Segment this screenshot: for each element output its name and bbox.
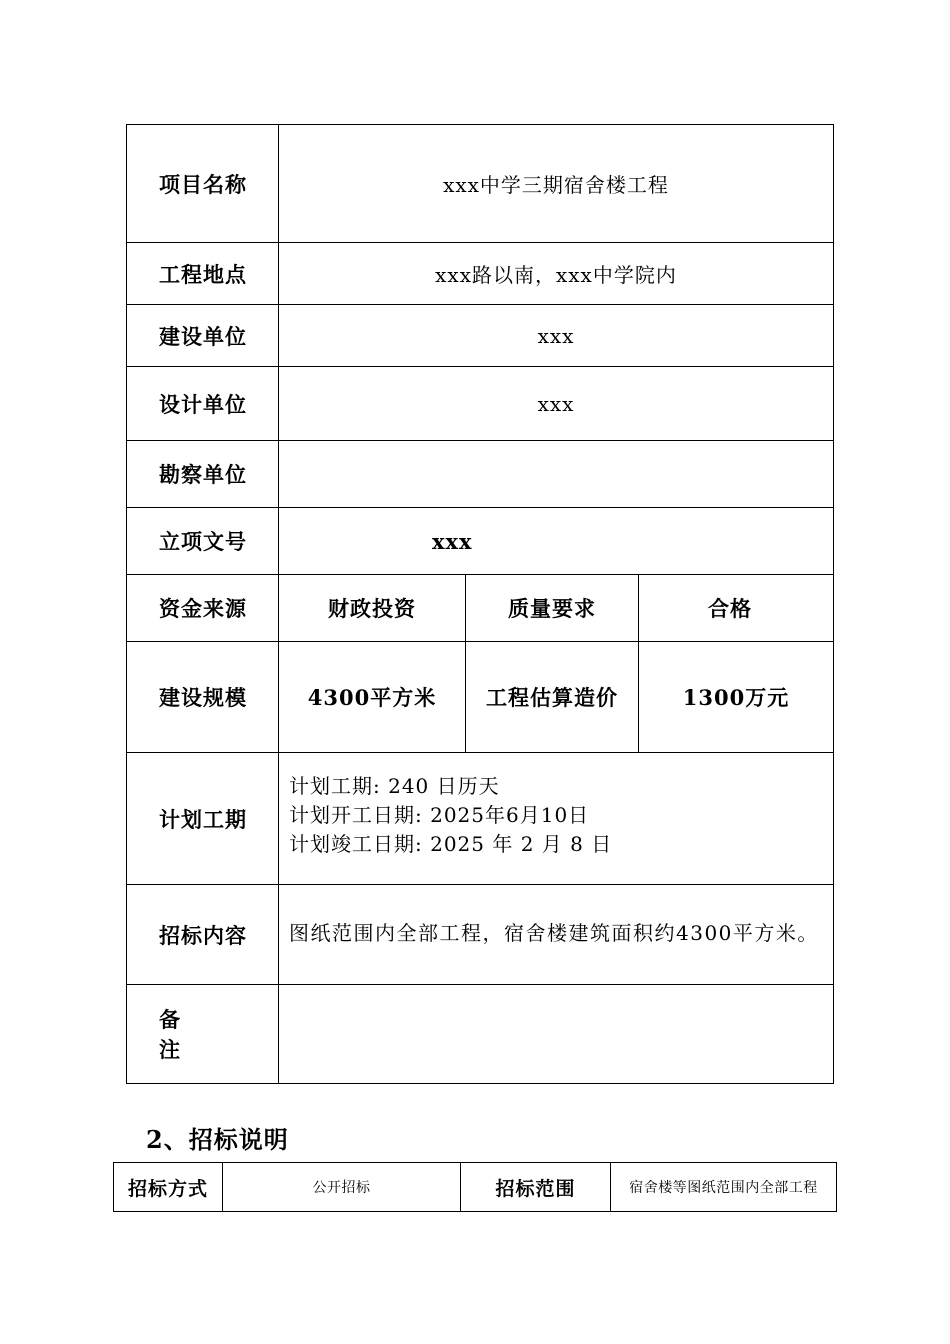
schedule-line-duration: 计划工期: 240 日历天 bbox=[289, 774, 500, 798]
row-label-tender-content: 招标内容 bbox=[159, 922, 247, 948]
row-label-designer: 设计单位 bbox=[159, 391, 247, 417]
tender-scope-value: 宿舍楼等图纸范围内全部工程 bbox=[629, 1180, 818, 1196]
quality-label: 质量要求 bbox=[508, 596, 596, 621]
tender-scope-label: 招标范围 bbox=[495, 1177, 576, 1200]
cost-label: 工程估算造价 bbox=[486, 685, 618, 710]
location-value: xxx路以南，xxx中学院内 bbox=[435, 263, 677, 287]
row-label-location: 工程地点 bbox=[159, 261, 247, 287]
scale-value: 4300平方米 bbox=[307, 685, 437, 710]
row-label-owner: 建设单位 bbox=[159, 323, 247, 349]
quality-value: 合格 bbox=[708, 596, 752, 621]
project-name-value: xxx中学三期宿舍楼工程 bbox=[443, 173, 669, 197]
row-label-scale: 建设规模 bbox=[159, 685, 247, 710]
row-label-remarks: 备注 bbox=[159, 1007, 226, 1062]
schedule-line-start: 计划开工日期: 2025年6月10日 bbox=[289, 803, 590, 827]
funding-value: 财政投资 bbox=[328, 596, 416, 621]
tender-method-label: 招标方式 bbox=[127, 1177, 208, 1200]
section-heading: 2、招标说明 bbox=[146, 1125, 289, 1154]
tender-method-value: 公开招标 bbox=[312, 1180, 371, 1196]
cost-value: 1300万元 bbox=[682, 685, 790, 710]
remarks-value bbox=[279, 985, 833, 1083]
row-label-funding: 资金来源 bbox=[159, 596, 247, 621]
row-label-project-name: 项目名称 bbox=[159, 171, 247, 197]
approval-no-value: xxx bbox=[432, 528, 473, 554]
tender-content-value: 图纸范围内全部工程，宿舍楼建筑面积约4300平方米。 bbox=[289, 920, 819, 945]
schedule-lines bbox=[289, 753, 829, 884]
designer-value: xxx bbox=[537, 391, 575, 416]
row-label-schedule: 计划工期 bbox=[159, 806, 247, 832]
schedule-line-end: 计划竣工日期: 2025 年 2 月 8 日 bbox=[289, 832, 613, 856]
owner-value: xxx bbox=[537, 323, 575, 348]
row-label-approval-no: 立项文号 bbox=[159, 529, 247, 554]
row-label-surveyor: 勘察单位 bbox=[159, 462, 247, 487]
surveyor-value bbox=[279, 441, 833, 507]
